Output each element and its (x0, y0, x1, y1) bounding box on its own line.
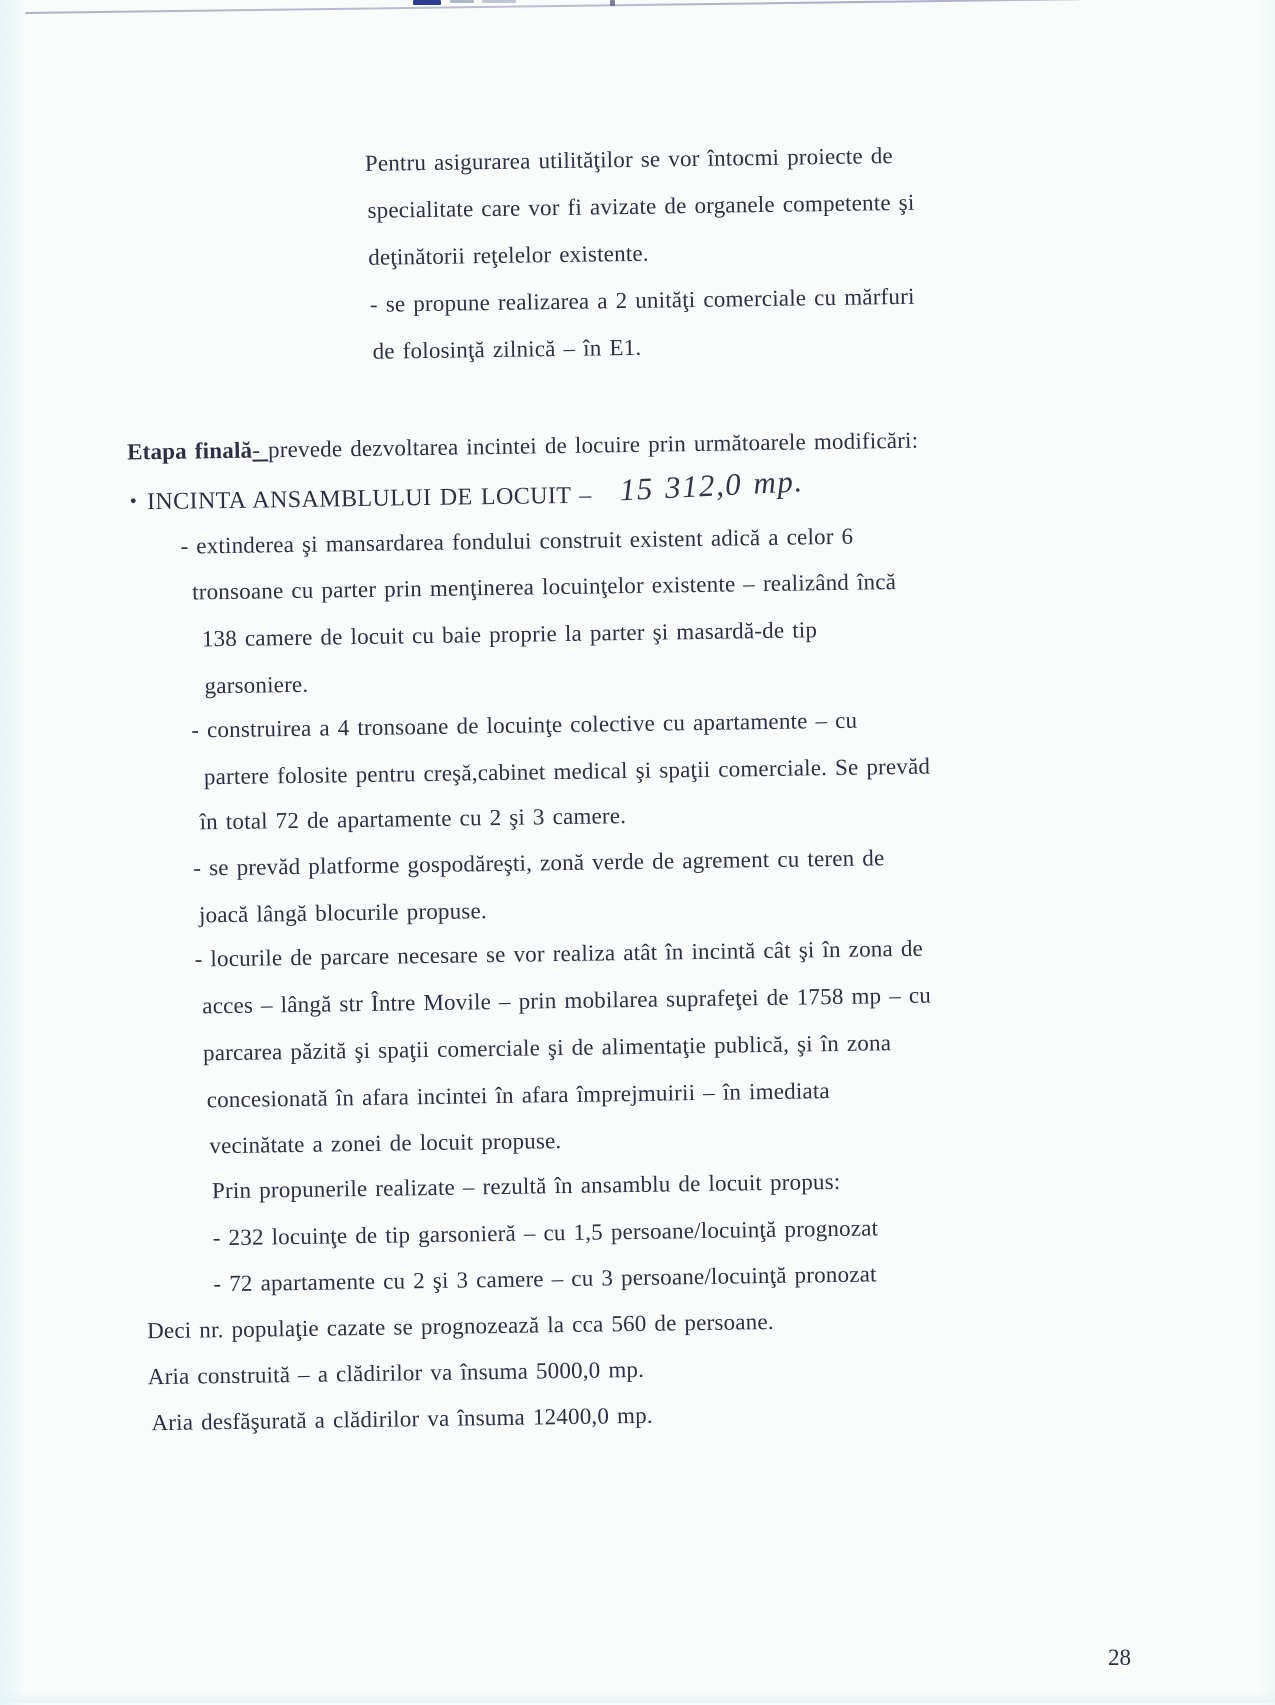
heading-underlined-dash: - (252, 437, 269, 463)
intro-line: - se propune realizarea a 2 unităţi comerciale cu mărfuri (369, 283, 915, 317)
body-line: - locurile de parcare necesare se vor realiza atât în incintă cât şi în zona de (194, 935, 924, 972)
footer-line: Aria construită – a clădirilor va însuma 5000,0 mp. (147, 1356, 645, 1390)
intro-line: Pentru asigurarea utilităţilor se vor întocmi proiecte de (364, 143, 894, 176)
body-line: tronsoane cu parter prin menţinerea locuinţelor existente – realizând încă (191, 569, 897, 605)
body-line: - se prevăd platforme gospodăreşti, zonă verde de agrement cu teren de (193, 845, 885, 881)
body-line: - 72 apartamente cu 2 şi 3 camere – cu 3 persoane/locuinţă pronozat (213, 1261, 877, 1297)
intro-line: specialitate care vor fi avizate de organele competente şi (367, 189, 915, 223)
incinta-line (129, 463, 805, 518)
body-line: joacă lângă blocurile propuse. (198, 898, 488, 928)
footer-line: Aria desfăşurată a clădirilor va însuma 12400,0 mp. (151, 1402, 653, 1436)
heading-bold-text: Etapa finală (126, 437, 253, 465)
body-line: - 232 locuinţe de tip garsonieră – cu 1,5 persoane/locuinţă prognozat (212, 1215, 879, 1251)
body-line: concesionată în afara incintei în afara împrejmuirii – în imediata (206, 1078, 831, 1113)
body-line: - construirea a 4 tronsoane de locuinţe colective cu apartamente – cu (191, 707, 858, 743)
body-line: Prin propunerile realizate – rezultă în ansamblu de locuit propus: (211, 1168, 841, 1204)
body-line: în total 72 de apartamente cu 2 şi 3 camere. (199, 803, 627, 835)
body-line: parcarea păzită şi spaţii comerciale şi de alimentaţie publică, şi în zona (202, 1030, 892, 1066)
body-line: 138 camere de locuit cu baie proprie la parter şi masardă-de tip (201, 617, 818, 652)
incinta-label: INCINTA ANSAMBLULUI DE LOCUIT – (146, 482, 592, 516)
page-number: 28 (1108, 1645, 1131, 1670)
handwritten-area-value: 15 312,0 mp. (618, 463, 805, 508)
body-line: garsoniere. (204, 671, 309, 699)
intro-line: de folosinţă zilnică – în E1. (372, 334, 642, 364)
intro-line: deţinătorii reţelelor existente. (368, 240, 649, 270)
bullet-icon: • (129, 490, 138, 513)
heading-rest-text: prevede dezvoltarea incintei de locuire prin următoarele modificări: (267, 427, 919, 463)
body-line: vecinătate a zonei de locuit propuse. (209, 1128, 562, 1159)
footer-line: Deci nr. populaţie cazate se prognozează la cca 560 de persoane. (146, 1308, 774, 1344)
body-line: - extinderea şi mansardarea fondului construit existent adică a celor 6 (180, 523, 854, 559)
body-line: partere folosite pentru creşă,cabinet medical şi spaţii comerciale. Se prevăd (203, 753, 931, 790)
body-line: acces – lângă str Între Movile – prin mobilarea suprafeţei de 1758 mp – cu (202, 982, 932, 1019)
final-stage-heading (127, 426, 919, 468)
